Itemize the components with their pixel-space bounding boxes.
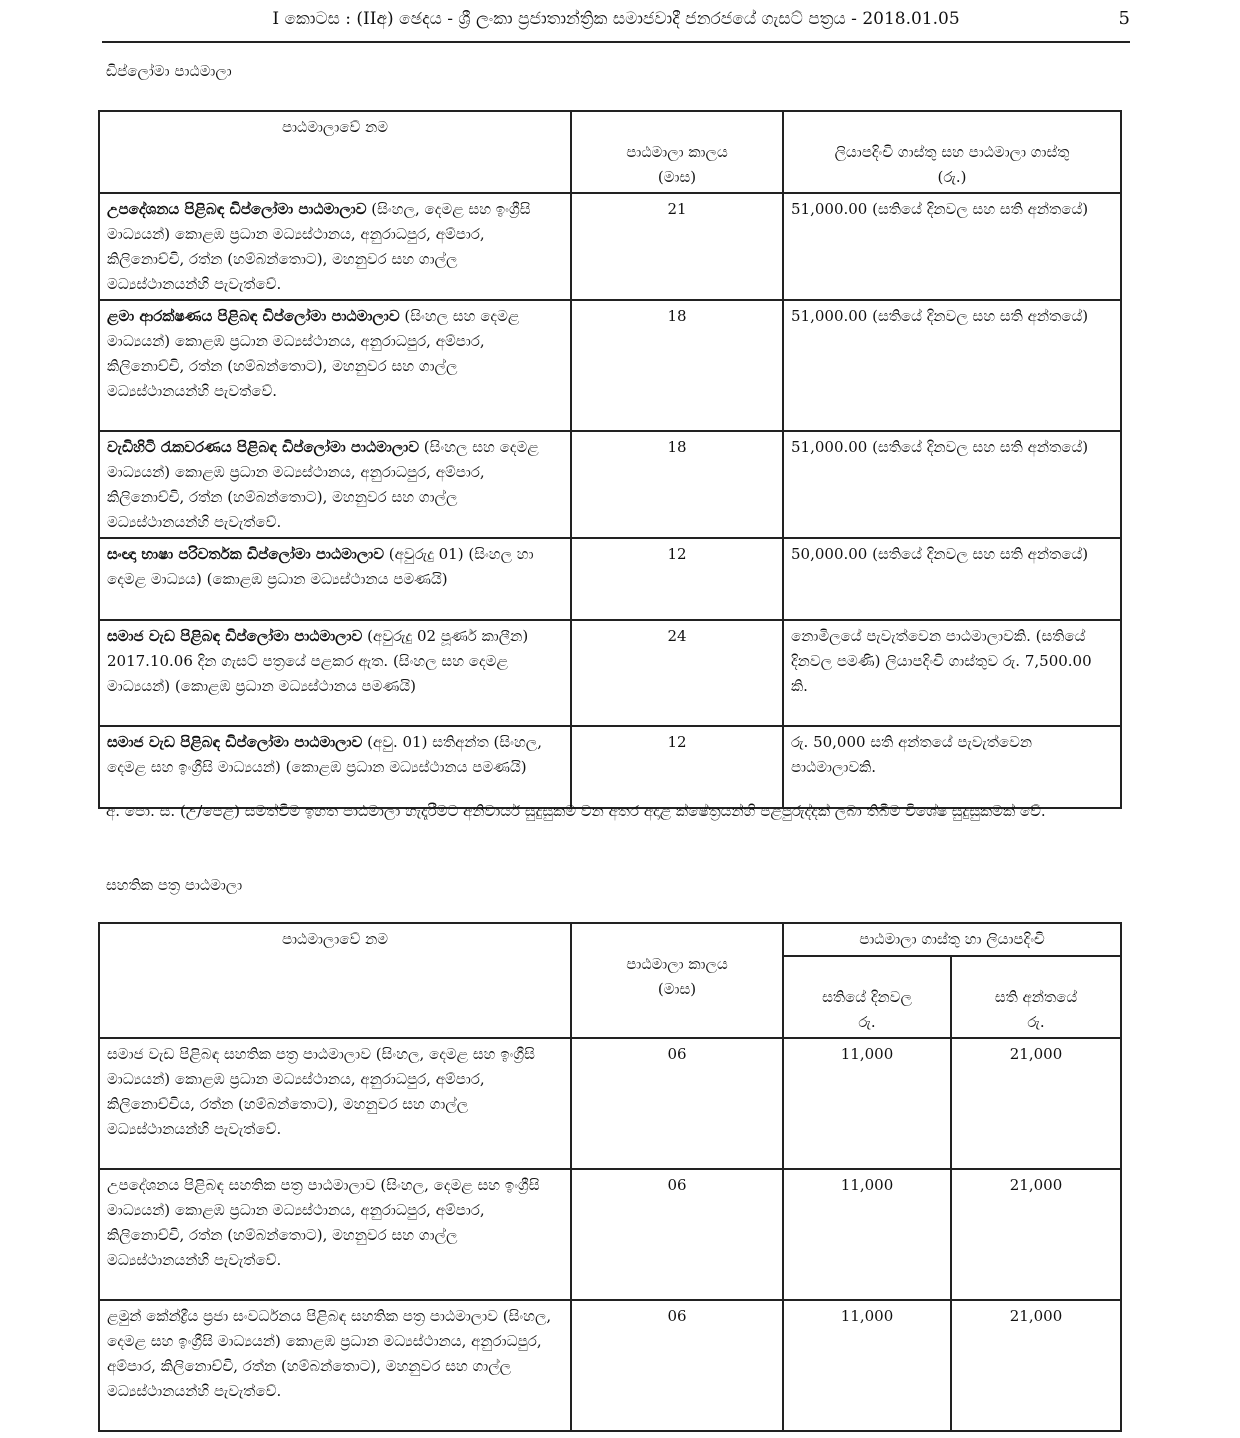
course-details: (සිංහල සහ දෙමළ මාධ්‍යයන්) කොළඹ ප්‍රධාන මධ්‍යස්ථානය, අනුරාධපුර, අම්පාර, කිලිනොච්චි, රත්න (හම්බන්තොට), මහනුවර සහ ගාල්ල මධ්‍යස්ථානයන්හි පැවත්වේ. — [107, 307, 520, 400]
duration-cell: 18 — [571, 431, 783, 538]
duration-cell: 06 — [571, 1300, 783, 1431]
weekend-fee-cell: 21,000 — [951, 1300, 1121, 1431]
table-row — [99, 538, 1121, 620]
column-header-weekend — [951, 956, 1121, 1038]
table-row — [99, 300, 1121, 431]
course-title: ළමා ආරක්ෂණය පිළිබඳ ඩිප්ලෝමා පාඨමාලාව — [107, 307, 400, 325]
course-name-cell — [99, 193, 571, 300]
column-header-course-name — [99, 111, 571, 193]
course-details: (අවුරුදු 02 පූර්ණ කාලීන) 2017.10.06 දින ගැසට් පත්‍රයේ පළකර ඇත. (සිංහල සහ දෙමළ මාධ්‍යයන්) (කොළඹ ප්‍රධාන මධ්‍යස්ථානය පමණයි) — [107, 627, 529, 695]
table-row — [99, 620, 1121, 726]
course-title: උපදේශනය පිළිබඳ ඩිප්ලෝමා පාඨමාලාව — [107, 200, 367, 218]
weekday-fee-cell: 11,000 — [783, 1169, 951, 1300]
course-name-cell — [99, 620, 571, 726]
certificate-courses-table — [98, 922, 1122, 1432]
table-row — [99, 1038, 1121, 1169]
duration-cell: 12 — [571, 538, 783, 620]
header-label: සති අන්තයේ රු. — [994, 988, 1078, 1031]
header-label: පාඨමාලා කාලය (මාස) — [626, 143, 728, 186]
header-label: පාඨමාලා ගාස්තු හා ලියාපදිංචි — [859, 930, 1045, 948]
fees-cell: 51,000.00 (සතියේ දිනවල සහ සති අන්තයේ) — [783, 300, 1121, 431]
duration-cell: 21 — [571, 193, 783, 300]
diploma-courses-table — [98, 110, 1122, 809]
table-row — [99, 726, 1121, 808]
header-label: පාඨමාලාවේ නම — [281, 118, 389, 136]
column-header-fees — [783, 111, 1121, 193]
table-row — [99, 1300, 1121, 1431]
column-header-fees-group — [783, 923, 1121, 956]
fees-cell: 50,000.00 (සතියේ දිනවල සහ සති අන්තයේ) — [783, 538, 1121, 620]
header-label: පාඨමාලාවේ නම — [281, 930, 389, 948]
course-name-cell — [99, 726, 571, 808]
course-title: සමාජ වැඩ පිළිබඳ ඩිප්ලෝමා පාඨමාලාව — [107, 733, 363, 751]
course-details: (අවු. 01) සතිඅන්ත (සිංහල, දෙමළ සහ ඉංග්‍රීසි මාධ්‍යයන්) (කොළඹ ප්‍රධාන මධ්‍යස්ථානය පමණයි) — [107, 733, 543, 776]
header-divider — [102, 41, 1130, 43]
duration-cell: 24 — [571, 620, 783, 726]
course-name-cell — [99, 300, 571, 431]
course-name-cell — [99, 538, 571, 620]
course-details: (අවුරුදු 01) (සිංහල හා දෙමළ මාධ්‍යය) (කොළඹ ප්‍රධාන මධ්‍යස්ථානය පමණයි) — [107, 545, 534, 588]
course-name-cell: සමාජ වැඩ පිළිබඳ සහතික පත්‍ර පාඨමාලාව (සිංහල, දෙමළ සහ ඉංග්‍රීසි මාධ්‍යයන්) කොළඹ ප්‍රධාන මධ්‍යස්ථානය, අනුරාධපුර, අම්පාර, කිලිනොච්චිය, රත්න (හම්බන්තොට), මහනුවර සහ ගාල්ල මධ්‍යස්ථානයන්හි පැවැත්වේ. — [99, 1038, 571, 1169]
diploma-section-heading: ඩිප්ලෝමා පාඨමාලා — [106, 62, 232, 80]
duration-cell: 12 — [571, 726, 783, 808]
table-header-row — [99, 111, 1121, 193]
table-row — [99, 431, 1121, 538]
fees-cell: රු. 50,000 සති අන්තයේ පැවැත්වෙන පාඨමාලාවකි. — [783, 726, 1121, 808]
fees-cell: 51,000.00 (සතියේ දිනවල සහ සති අන්තයේ) — [783, 193, 1121, 300]
weekend-fee-cell: 21,000 — [951, 1169, 1121, 1300]
eligibility-note: අ. පො. ස. (උ/පෙළ) සමත්වීම ඉහත පාඨමාලා හැදෑරීමට අනිවාර්ය සුදුසුකම වන අතර අදාළ ක්ෂේත්‍රයන්හි පළපුරුද්දක් ලබා තිබීම විශේෂ සුදුසුකමක් වේ. — [106, 802, 1046, 820]
course-title: සංඥා භාෂා පරිවර්තක ඩිප්ලෝමා පාඨමාලාව — [107, 545, 385, 563]
column-header-duration — [571, 923, 783, 1038]
fees-cell: නොමිලයේ පැවැත්වෙන පාඨමාලාවකි. (සතියේ දිනවල පමණි) ලියාපදිංචි ගාස්තුව රු. 7,500.00 කි. — [783, 620, 1121, 726]
weekday-fee-cell: 11,000 — [783, 1300, 951, 1431]
header-label: සතියේ දිනවල රු. — [822, 988, 912, 1031]
duration-cell: 18 — [571, 300, 783, 431]
course-details: (සිංහල, දෙමළ සහ ඉංග්‍රීසි මාධ්‍යයන්) කොළඹ ප්‍රධාන මධ්‍යස්ථානය, අනුරාධපුර, අම්පාර, කිලිනොච්චි, රත්න (හම්බන්තොට), මහනුවර සහ ගාල්ල මධ්‍යස්ථානයන්හි පැවැත්වේ. — [107, 200, 531, 293]
course-name-cell — [99, 431, 571, 538]
table-row — [99, 193, 1121, 300]
column-header-duration — [571, 111, 783, 193]
certificate-section-heading: සහතික පත්‍ර පාඨමාලා — [106, 876, 243, 894]
weekday-fee-cell: 11,000 — [783, 1038, 951, 1169]
header-label: ලියාපදිංචි ගාස්තු සහ පාඨමාලා ගාස්තු (රු.) — [834, 143, 1070, 186]
table-row — [99, 1169, 1121, 1300]
page-header — [102, 6, 1130, 40]
column-header-course-name — [99, 923, 571, 1038]
fees-cell: 51,000.00 (සතියේ දිනවල සහ සති අන්තයේ) — [783, 431, 1121, 538]
column-header-weekday — [783, 956, 951, 1038]
page-number: 5 — [1118, 8, 1130, 29]
header-label: පාඨමාලා කාලය (මාස) — [626, 955, 728, 998]
table-header-row — [99, 923, 1121, 956]
course-name-cell: ළමුන් කේන්ද්‍රීය ප්‍රජා සංවර්ධනය පිළිබඳ සහතික පත්‍ර පාඨමාලාව (සිංහල, දෙමළ සහ ඉංග්‍රීසි මාධ්‍යයන්) කොළඹ ප්‍රධාන මධ්‍යස්ථානය, අනුරාධපුර, අම්පාර, කිලිනොච්චි, රත්න (හම්බන්තොට), මහනුවර සහ ගාල්ල මධ්‍යස්ථානයන්හි පැවැත්වේ. — [99, 1300, 571, 1431]
course-title: සමාජ වැඩ පිළිබඳ ඩිප්ලෝමා පාඨමාලාව — [107, 627, 363, 645]
course-details: (සිංහල සහ දෙමළ මාධ්‍යයන්) කොළඹ ප්‍රධාන මධ්‍යස්ථානය, අනුරාධපුර, අම්පාර, කිලිනොච්චි, රත්න (හම්බන්තොට), මහනුවර සහ ගාල්ල මධ්‍යස්ථානයන්හි පැවැත්වේ. — [107, 438, 539, 531]
weekend-fee-cell: 21,000 — [951, 1038, 1121, 1169]
duration-cell: 06 — [571, 1169, 783, 1300]
course-name-cell: උපදේශනය පිළිබඳ සහතික පත්‍ර පාඨමාලාව (සිංහල, දෙමළ සහ ඉංග්‍රීසි මාධ්‍යයන්) කොළඹ ප්‍රධාන මධ්‍යස්ථානය, අනුරාධපුර, අම්පාර, කිලිනොච්චි, රත්න (හම්බන්තොට), මහනුවර සහ ගාල්ල මධ්‍යස්ථානයන්හි පැවැත්වේ. — [99, 1169, 571, 1300]
course-title: වැඩිහිටි රැකවරණය පිළිබඳ ඩිප්ලෝමා පාඨමාලාව — [107, 438, 420, 456]
duration-cell: 06 — [571, 1038, 783, 1169]
gazette-header-title: I කොටස : (IIඅ) ඡෙදය - ශ්‍රී ලංකා ප්‍රජාතාන්ත්‍රික සමාජවාදී ජනරජයේ ගැසට් පත්‍රය - 2018.01.05 — [272, 9, 960, 29]
